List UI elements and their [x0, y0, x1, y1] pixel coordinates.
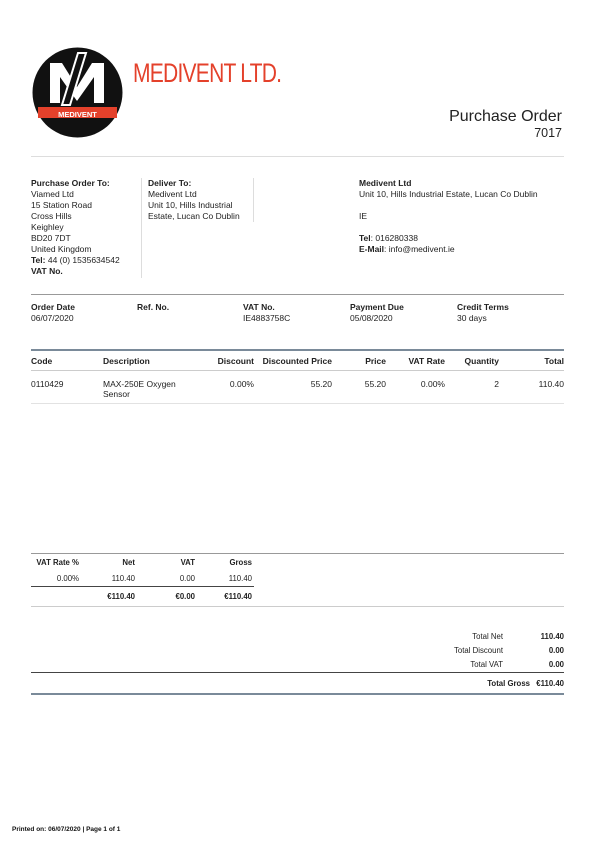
col-discount: Discount [217, 356, 254, 366]
address-line: United Kingdom [31, 244, 92, 254]
payment-due-value: 05/08/2020 [350, 313, 393, 323]
vat-no-label: VAT No. [243, 302, 275, 312]
col-price: Price [365, 356, 386, 366]
divider [31, 672, 564, 673]
col-vat-rate: VAT Rate [408, 356, 445, 366]
medivent-logo-icon [30, 45, 125, 140]
credit-terms-value: 30 days [457, 313, 487, 323]
logo-badge-text: MEDIVENT [58, 110, 97, 119]
purchase-order-to-heading: Purchase Order To: [31, 178, 110, 188]
cell-total: 110.40 [538, 379, 564, 389]
total-gross-label: Total Gross [487, 679, 530, 688]
total-discount-value: 0.00 [548, 646, 564, 655]
cell-code: 0110429 [31, 379, 64, 389]
address-line: Unit 10, Hills Industrial [148, 200, 233, 210]
col-quantity: Quantity [464, 356, 499, 366]
net-total: €110.40 [107, 592, 135, 601]
divider [31, 156, 564, 157]
vat-no-value: IE4883758C [243, 313, 291, 323]
net-header: Net [122, 558, 135, 567]
cell-price: 55.20 [364, 379, 386, 389]
divider [31, 553, 564, 554]
divider [141, 178, 142, 278]
page-footer: Printed on: 06/07/2020 | Page 1 of 1 [12, 826, 121, 833]
divider [31, 403, 564, 404]
address-line: BD20 7DT [31, 233, 71, 243]
tel-label: Tel [359, 233, 371, 243]
credit-terms-label: Credit Terms [457, 302, 509, 312]
total-gross-value: €110.40 [536, 679, 564, 688]
purchase-order-to-block [31, 178, 120, 277]
deliver-to-heading: Deliver To: [148, 178, 192, 188]
total-net-label: Total Net [472, 632, 503, 641]
divider [31, 370, 564, 371]
address-line: Estate, Lucan Co Dublin [148, 211, 240, 221]
col-description: Description [103, 356, 150, 366]
tel-value: 44 (0) 1535634542 [47, 255, 120, 265]
cell-quantity: 2 [494, 379, 499, 389]
address-line: 15 Station Road [31, 200, 92, 210]
supplier-address: Unit 10, Hills Industrial Estate, Lucan Co Dublin [359, 189, 538, 199]
vat-total: €0.00 [175, 592, 195, 601]
deliver-to-block [148, 178, 240, 222]
address-line: Viamed Ltd [31, 189, 74, 199]
col-discounted-price: Discounted Price [262, 356, 332, 366]
supplier-tel [359, 233, 538, 244]
vat-header: VAT [180, 558, 195, 567]
vat-no-label: VAT No. [31, 266, 63, 276]
cell-description [103, 379, 176, 399]
vat-rate-value: 0.00% [56, 574, 79, 583]
supplier-email [359, 244, 538, 255]
ref-no-label: Ref. No. [137, 302, 170, 312]
cell-discounted-price: 55.20 [310, 379, 332, 389]
tel-value: : 016280338 [370, 233, 418, 243]
address-line: Medivent Ltd [148, 189, 197, 199]
document-number: 7017 [534, 126, 562, 140]
supplier-name: Medivent Ltd [359, 178, 412, 188]
total-net-value: 110.40 [540, 632, 564, 641]
address-line: Cross Hills [31, 211, 72, 221]
divider [31, 294, 564, 295]
divider [253, 178, 254, 222]
net-value: 110.40 [111, 574, 135, 583]
total-vat-label: Total VAT [470, 660, 503, 669]
order-date-label: Order Date [31, 302, 75, 312]
cell-vat-rate: 0.00% [420, 379, 445, 389]
description-line: Sensor [103, 389, 130, 399]
divider [31, 586, 254, 587]
total-discount-label: Total Discount [454, 646, 503, 655]
total-vat-value: 0.00 [548, 660, 564, 669]
payment-due-label: Payment Due [350, 302, 404, 312]
order-date-value: 06/07/2020 [31, 313, 74, 323]
cell-discount: 0.00% [229, 379, 254, 389]
supplier-block [359, 178, 538, 255]
address-line: Keighley [31, 222, 64, 232]
supplier-country: IE [359, 211, 368, 221]
tel-line [31, 255, 120, 266]
gross-value: 110.40 [228, 574, 252, 583]
email-value: : info@medivent.ie [384, 244, 455, 254]
col-total: Total [544, 356, 564, 366]
col-code: Code [31, 356, 53, 366]
email-label: E-Mail [359, 244, 385, 254]
vat-rate-header: VAT Rate % [36, 558, 79, 567]
divider [31, 693, 564, 695]
tel-label: Tel: [31, 255, 46, 265]
divider [31, 606, 564, 607]
description-line: MAX-250E Oxygen [103, 379, 176, 389]
gross-header: Gross [229, 558, 252, 567]
table-top-border [31, 349, 564, 351]
document-title: Purchase Order [449, 108, 562, 125]
logo-wordmark: MEDIVENT LTD. [133, 58, 282, 88]
gross-total: €110.40 [224, 592, 252, 601]
vat-value: 0.00 [179, 574, 195, 583]
